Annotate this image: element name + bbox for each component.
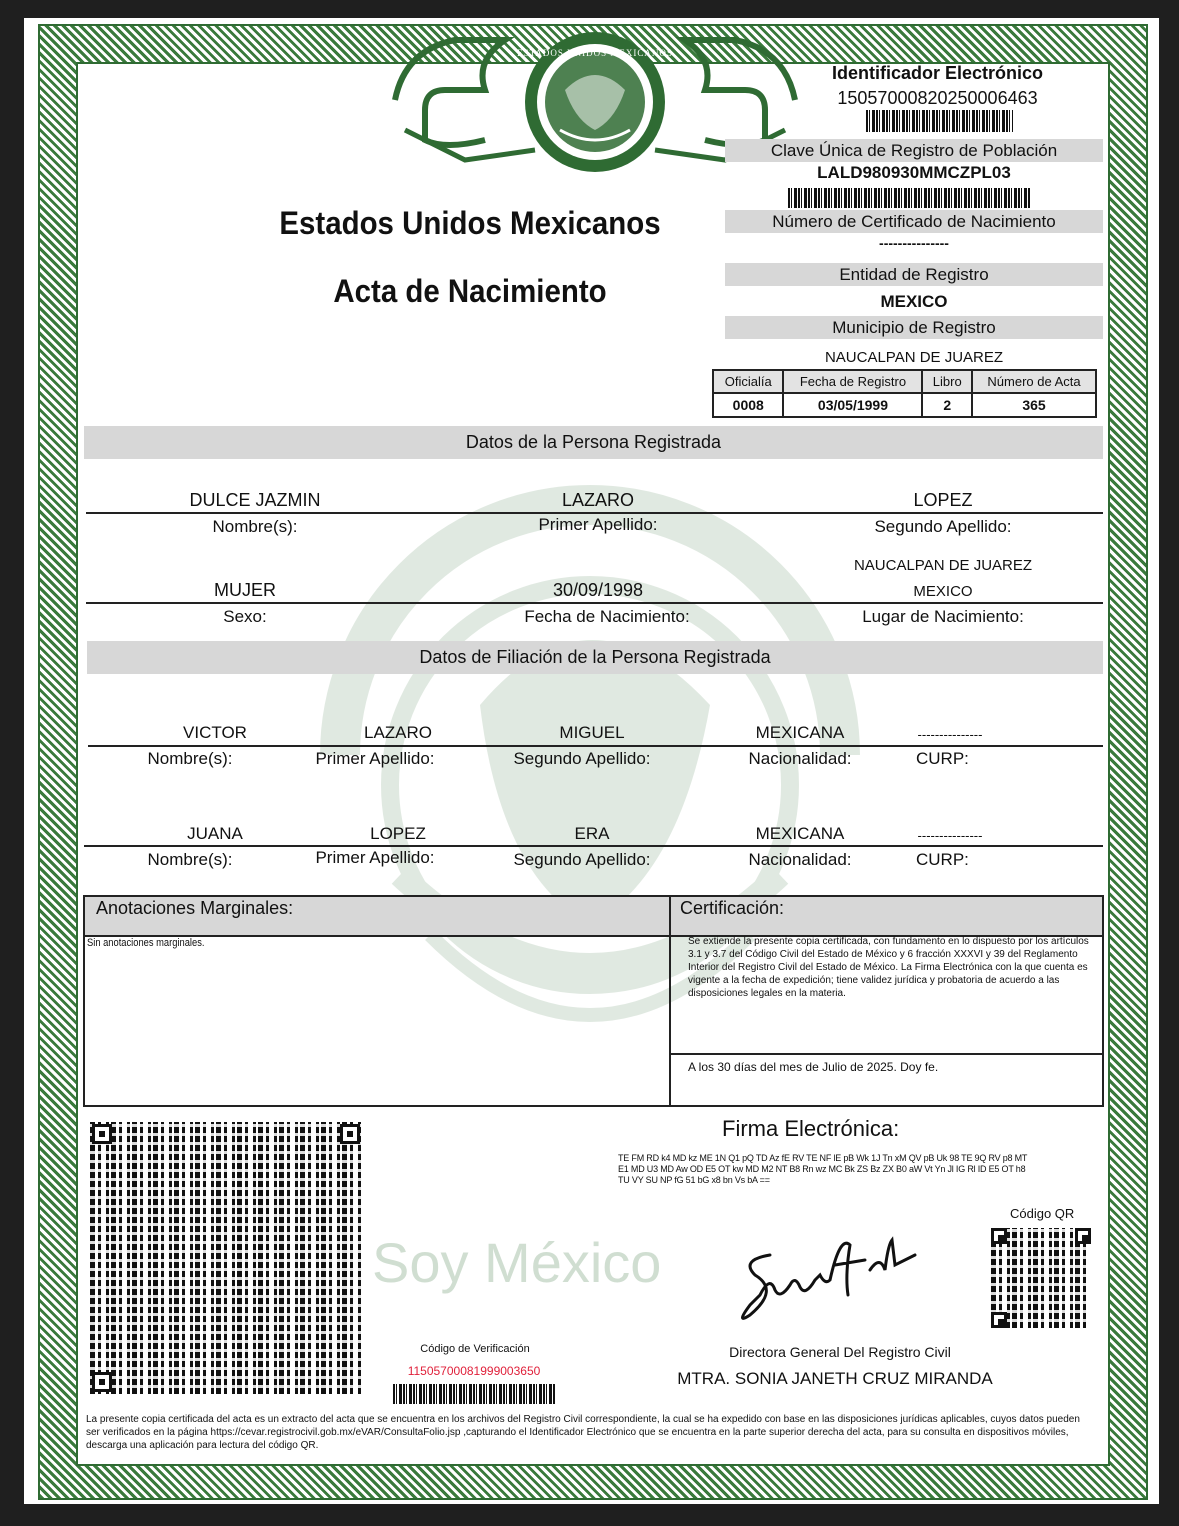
curp-label: Clave Única de Registro de Población	[725, 139, 1103, 162]
certificate-label: Número de Certificado de Nacimiento	[725, 210, 1103, 233]
registry-header-row	[713, 370, 1096, 393]
annotations-text: Sin anotaciones marginales.	[87, 937, 205, 949]
parent2-name-label: Nombre(s):	[147, 850, 233, 869]
birth-place-line1: NAUCALPAN DE JUAREZ	[853, 557, 1033, 574]
person-birth-date-label: Fecha de Nacimiento:	[524, 607, 690, 626]
parent1-second-surname: MIGUEL	[559, 723, 625, 742]
parent2-name: JUANA	[187, 824, 243, 843]
registry-table	[712, 369, 1097, 418]
parent2-first-surname-label: Primer Apellido:	[315, 848, 435, 867]
parent1-nationality-label: Nacionalidad:	[748, 749, 852, 768]
curp-barcode	[788, 188, 1030, 208]
parent2-second-surname-label: Segundo Apellido:	[513, 850, 651, 869]
verification-qr-code	[90, 1122, 362, 1394]
registry-header-fecha: Fecha de Registro	[783, 370, 922, 393]
person-name: DULCE JAZMIN	[189, 490, 321, 510]
certification-title: Certificación:	[680, 898, 785, 918]
verification-label: Código de Verificación	[420, 1343, 530, 1355]
signer-name: MTRA. SONIA JANETH CRUZ MIRANDA	[677, 1369, 993, 1388]
footer-text: La presente copia certificada del acta es un extracto del acta que se encuentra en los archivos del Registro Civil correspondiente, la cual se ha expedido con base en las disposiciones jurídicas aplicables, cuyos datos pueden ser verificados en la página https://cevar.registrocivil.gob.mx/eVAR/ConsultaFolio.jsp ,capturando el Identificador Electrónico que se encuentra en la parte superior derecha del acta, para su consulta en dispositivos móviles, descarga una aplicación para lectura del código QR.	[86, 1414, 1080, 1451]
parent1-first-surname-label: Primer Apellido:	[315, 749, 435, 768]
certification-divider	[670, 1053, 1102, 1055]
person-section-title: Datos de la Persona Registrada	[84, 426, 1103, 459]
signer-role: Directora General Del Registro Civil	[729, 1344, 951, 1360]
registry-fecha: 03/05/1999	[783, 393, 922, 417]
registry-header-oficialia: Oficialía	[713, 370, 783, 393]
qr-label: Código QR	[1010, 1206, 1075, 1221]
person-sex-label: Sexo:	[223, 607, 267, 626]
registry-acta: 365	[972, 393, 1096, 417]
parent2-first-surname: LOPEZ	[370, 824, 426, 843]
parent2-second-surname: ERA	[574, 824, 610, 843]
entity-label: Entidad de Registro	[725, 263, 1103, 286]
seal-text: ESTADOS UNIDOS MEXICANOS	[517, 48, 673, 58]
verification-code: 11505700081999003650	[407, 1364, 541, 1378]
person-name-line	[86, 512, 1103, 514]
person-second-surname-label: Segundo Apellido:	[874, 517, 1012, 536]
filiation-section-title: Datos de Filiación de la Persona Registrada	[87, 641, 1103, 674]
signature-qr-code	[991, 1228, 1091, 1328]
parent2-curp: ---------------	[917, 828, 983, 843]
registry-header-acta: Número de Acta	[972, 370, 1096, 393]
municipality-value: NAUCALPAN DE JUAREZ	[824, 349, 1004, 366]
registry-header-libro: Libro	[922, 370, 972, 393]
parent2-curp-label: CURP:	[916, 850, 969, 869]
annotations-title: Anotaciones Marginales:	[96, 898, 294, 918]
registry-oficialia: 0008	[713, 393, 783, 417]
curp-value: LALD980930MMCZPL03	[817, 163, 1011, 182]
box-divider	[669, 897, 671, 1105]
person-first-surname: LAZARO	[561, 490, 635, 510]
parent2-nationality: MEXICANA	[755, 824, 845, 843]
municipality-label: Municipio de Registro	[725, 316, 1103, 339]
soy-mexico-watermark: Soy México	[372, 1231, 662, 1294]
parent1-name-label: Nombre(s):	[147, 749, 233, 768]
parent2-line	[84, 845, 1103, 847]
parent1-curp: ---------------	[917, 727, 983, 742]
registry-libro: 2	[922, 393, 972, 417]
parent1-name: VICTOR	[183, 723, 247, 742]
person-sex: MUJER	[214, 580, 276, 600]
annotations-certification-box	[83, 895, 1104, 1107]
person-name-label: Nombre(s):	[212, 517, 298, 536]
signature-hash: TE FM RD k4 MD kz ME 1N Q1 pQ TD Az fE RV TE NF lE pB Wk 1J Tn xM QV pB Uk 98 TE 9Q RV p8 MT E1 MD U3 MD Aw OD E5 OT kw MD M2 NT B8 Rn wz MC Bk ZS Bz ZX B0 aW Vt Yn Jl IG Rl ID E5 OT h8 TU VY SU NP fG 51 bG x8 bn Vs bA ==	[618, 1153, 1028, 1185]
verification-barcode	[393, 1384, 556, 1404]
id-barcode	[866, 110, 1013, 132]
parent1-first-surname: LAZARO	[363, 723, 433, 742]
handwritten-signature	[730, 1215, 930, 1335]
person-first-surname-label: Primer Apellido:	[538, 515, 658, 534]
certification-date: A los 30 días del mes de Julio de 2025. Doy fe.	[688, 1060, 939, 1074]
certification-text: Se extiende la presente copia certificada, con fundamento en lo dispuesto por los artículos 3.1 y 3.7 del Código Civil del Estado de México y 6 fracción XXXVI y 39 del Reglamento Interior del Registro Civil del Estado de México. La Firma Electrónica con la que cuenta es vigente a la fecha de expedición; tiene validez jurídica y probatoria de acuerdo a las disposiciones legales en la materia.	[688, 936, 1089, 999]
parent1-second-surname-label: Segundo Apellido:	[513, 749, 651, 768]
parent2-nationality-label: Nacionalidad:	[748, 850, 852, 869]
id-value: 15057000820250006463	[837, 88, 1038, 108]
id-label: Identificador Electrónico	[831, 63, 1044, 83]
person-birth-line	[86, 602, 1103, 604]
parent1-line	[88, 745, 1103, 747]
person-birth-date: 30/09/1998	[552, 580, 644, 600]
birth-place-line2: MEXICO	[913, 583, 973, 600]
certificate-value: ---------------	[879, 235, 949, 251]
parent1-nationality: MEXICANA	[755, 723, 845, 742]
signature-title: Firma Electrónica:	[722, 1116, 900, 1141]
person-second-surname: LOPEZ	[913, 490, 973, 510]
person-birth-place-label: Lugar de Nacimiento:	[862, 607, 1024, 626]
entity-value: MEXICO	[880, 292, 948, 311]
registry-value-row	[713, 393, 1096, 417]
country-title: Estados Unidos Mexicanos	[279, 205, 661, 241]
document-title: Acta de Nacimiento	[333, 273, 607, 309]
parent1-curp-label: CURP:	[916, 749, 969, 768]
